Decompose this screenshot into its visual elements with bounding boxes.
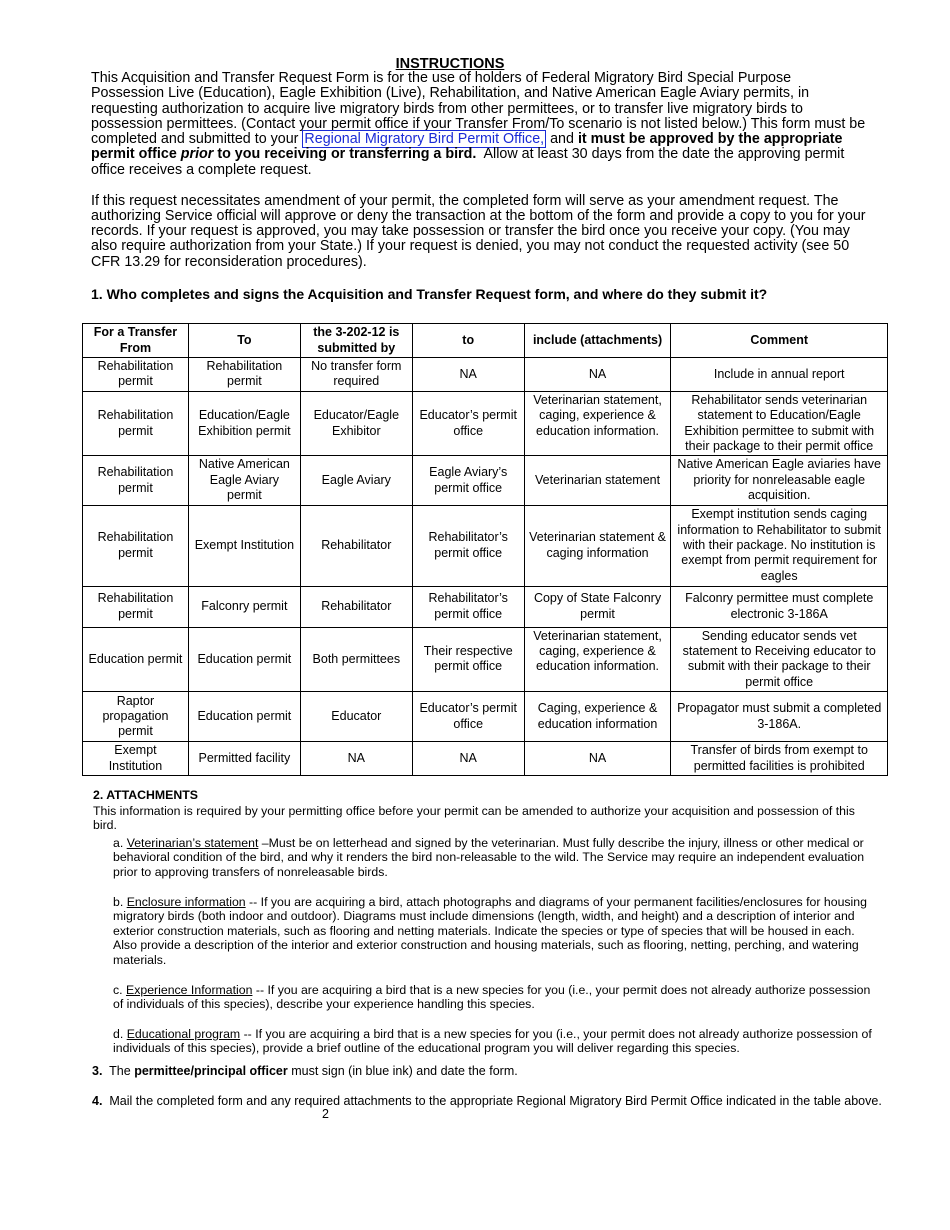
table-cell: No transfer form required: [300, 358, 412, 392]
intro-bold-1: it must be approved by the appropriate permit office: [91, 131, 843, 163]
intro-text-3: Allow at least 30 days from the date the approving permit office receives a complete request.: [91, 146, 845, 178]
regional-permit-office-link[interactable]: Regional Migratory Bird Permit Office,: [304, 131, 545, 148]
table-cell: Rehabilitator’s permit office: [412, 586, 524, 627]
step-4: [92, 1094, 882, 1109]
col-header-submit-to: to: [412, 324, 524, 358]
attachment-text: -- If you are acquiring a bird that is a new species for you (i.e., your permit does not already authorize possession of individuals of this species), provide a brief outline of the educational program you will deliver regarding this species.: [113, 1026, 872, 1056]
table-cell: NA: [524, 358, 671, 392]
transfer-table: [82, 323, 888, 776]
attachment-text: -- If you are acquiring a bird that is a new species for you (i.e., your permit does not already authorize possession of individuals of this species), describe your experience handling this species.: [113, 982, 871, 1012]
table-cell: Educator’s permit office: [412, 391, 524, 456]
table-cell: Eagle Aviary’s permit office: [412, 456, 524, 505]
step-4-number: 4.: [92, 1094, 103, 1108]
table-cell: NA: [300, 742, 412, 776]
attachments-section: [91, 788, 881, 1056]
table-cell: Rehabilitator’s permit office: [412, 505, 524, 586]
step-3-post: must sign (in blue ink) and date the form.: [291, 1064, 518, 1078]
table-cell: Falconry permit: [188, 586, 300, 627]
table-cell: Rehabilitator sends veterinarian statement to Education/Eagle Exhibition permittee to submit with their package to their permit office: [671, 391, 888, 456]
table-row: [83, 742, 888, 776]
attachment-letter: a.: [113, 835, 124, 850]
table-cell: Rehabilitator: [300, 586, 412, 627]
table-cell: Veterinarian statement: [524, 456, 671, 505]
table-cell: Education permit: [188, 692, 300, 742]
intro-section: [91, 71, 866, 270]
table-cell: Copy of State Falconry permit: [524, 586, 671, 627]
table-cell: Rehabilitator: [300, 505, 412, 586]
table-cell: Exempt Institution: [188, 505, 300, 586]
table-cell: Sending educator sends vet statement to Receiving educator to submit with their package to their permit office: [671, 627, 888, 692]
attachments-heading: 2. ATTACHMENTS: [93, 788, 198, 802]
table-cell: Raptor propagation permit: [83, 692, 189, 742]
attachment-letter: b.: [113, 894, 124, 909]
table-cell: Educator: [300, 692, 412, 742]
attachment-item-b: [113, 895, 881, 968]
attachment-text: –Must be on letterhead and signed by the veterinarian. Must fully describe the injury, illness or other medical or behavioral condition of the bird, and why it renders the bird non-releasable to the wild. The Service may require an independent evaluation prior to approving transfers of nonreleasable birds.: [113, 835, 865, 879]
table-cell: Transfer of birds from exempt to permitted facilities is prohibited: [671, 742, 888, 776]
attachment-label: Veterinarian’s statement: [126, 835, 259, 850]
attachments-lead: This information is required by your permitting office before your permit can be amended to authorize your acquisition and possession of this bird.: [93, 803, 855, 833]
table-cell: Rehabilitation permit: [83, 391, 189, 456]
table-cell: Veterinarian statement & caging information: [524, 505, 671, 586]
table-cell: Educator’s permit office: [412, 692, 524, 742]
table-row: [83, 505, 888, 586]
table-cell: Permitted facility: [188, 742, 300, 776]
attachment-item-c: [113, 983, 881, 1012]
table-cell: Education/Eagle Exhibition permit: [188, 391, 300, 456]
table-cell: Veterinarian statement, caging, experience & education information.: [524, 391, 671, 456]
table-cell: NA: [412, 742, 524, 776]
intro-bold-2: to you receiving or transferring a bird.: [217, 146, 477, 163]
table-row: [83, 456, 888, 505]
intro-paragraph-2: If this request necessitates amendment of your permit, the completed form will serve as your amendment request. The authorizing Service official will approve or deny the transaction at the bottom of the form and provide a copy to you for your records. If your request is approved, you may take possession or transfer the bird once you receive your copy. (You may also require authorization from your State.) If your request is denied, you may not conduct the requested activity (see 50 CFR 13.29 for reconsideration procedures).: [91, 192, 866, 270]
table-cell: Eagle Aviary: [300, 456, 412, 505]
attachment-item-a: [113, 836, 881, 880]
attachment-letter: c.: [113, 982, 123, 997]
col-header-from: For a Transfer From: [83, 324, 189, 358]
col-header-comment: Comment: [671, 324, 888, 358]
attachment-letter: d.: [113, 1026, 124, 1041]
table-row: [83, 586, 888, 627]
table-cell: Caging, experience & education information: [524, 692, 671, 742]
table-cell: Both permittees: [300, 627, 412, 692]
attachment-item-d: [113, 1027, 881, 1056]
question-1: 1. Who completes and signs the Acquisition and Transfer Request form, and where do they submit it?: [91, 286, 768, 302]
table-header-row: [83, 324, 888, 358]
table-cell: Rehabilitation permit: [83, 505, 189, 586]
table-cell: Rehabilitation permit: [83, 456, 189, 505]
step-3-bold: permittee/principal officer: [134, 1064, 288, 1078]
attachment-label: Experience Information: [126, 982, 253, 997]
attachment-text: -- If you are acquiring a bird, attach photographs and diagrams of your permanent facilities/enclosures for housing migratory birds (both indoor and outdoor). Diagrams must include dimensions (length, width, and height) and a description of interior and exterior construction materials, such as flooring and netting materials. Indicate the species or type of species that will be housed in each. Also provide a description of the interior and exterior construction and housing materials, such as flooring, netting, perching, and watering materials.: [113, 894, 867, 967]
table-row: [83, 692, 888, 742]
table-cell: Rehabilitation permit: [83, 358, 189, 392]
intro-paragraph-1: [91, 71, 866, 178]
table-cell: Education permit: [83, 627, 189, 692]
table-row: [83, 391, 888, 456]
table-cell: Falconry permittee must complete electronic 3-186A: [671, 586, 888, 627]
table-cell: Propagator must submit a completed 3-186A.: [671, 692, 888, 742]
table-cell: Educator/Eagle Exhibitor: [300, 391, 412, 456]
col-header-attachments: include (attachments): [524, 324, 671, 358]
table-cell: Rehabilitation permit: [188, 358, 300, 392]
intro-text-2: and: [550, 131, 574, 148]
table-cell: Native American Eagle aviaries have priority for nonreleasable eagle acquisition.: [671, 456, 888, 505]
table-cell: Exempt Institution: [83, 742, 189, 776]
attachment-label: Educational program: [126, 1026, 241, 1041]
intro-bold-italic: prior: [180, 146, 214, 163]
page-title: INSTRUCTIONS: [395, 56, 505, 72]
table-cell: NA: [524, 742, 671, 776]
page-number: 2: [322, 1107, 329, 1121]
table-cell: Education permit: [188, 627, 300, 692]
table-row: [83, 627, 888, 692]
step-3-pre: The: [109, 1064, 131, 1078]
table-cell: NA: [412, 358, 524, 392]
attachment-label: Enclosure information: [126, 894, 246, 909]
table-cell: Their respective permit office: [412, 627, 524, 692]
step-3-number: 3.: [92, 1064, 103, 1078]
table-cell: Rehabilitation permit: [83, 586, 189, 627]
table-cell: Include in annual report: [671, 358, 888, 392]
step-4-text: Mail the completed form and any required attachments to the appropriate Regional Migratory Bird Permit Office indicated in the table above.: [109, 1094, 882, 1108]
step-3: [92, 1064, 518, 1078]
table-cell: Exempt institution sends caging information to Rehabilitator to submit with their package. No institution is exempt from permit requirement for eagles: [671, 505, 888, 586]
table-cell: Native American Eagle Aviary permit: [188, 456, 300, 505]
col-header-to: To: [188, 324, 300, 358]
col-header-submitted-by: the 3-202-12 is submitted by: [300, 324, 412, 358]
intro-text-1: This Acquisition and Transfer Request Form is for the use of holders of Federal Migratory Bird Special Purpose Possession Live (Education), Eagle Exhibition (Live), Rehabilitation, and Native American Eagle Aviary permits, in requesting authorization to acquire live migratory birds from other permittees, or to transfer live migratory birds to possession permittees. (Contact your permit office if your Transfer From/To scenario is not listed below.) This form must be completed and submitted to your: [91, 70, 866, 148]
table-cell: Veterinarian statement, caging, experience & education information.: [524, 627, 671, 692]
table-row: [83, 358, 888, 392]
